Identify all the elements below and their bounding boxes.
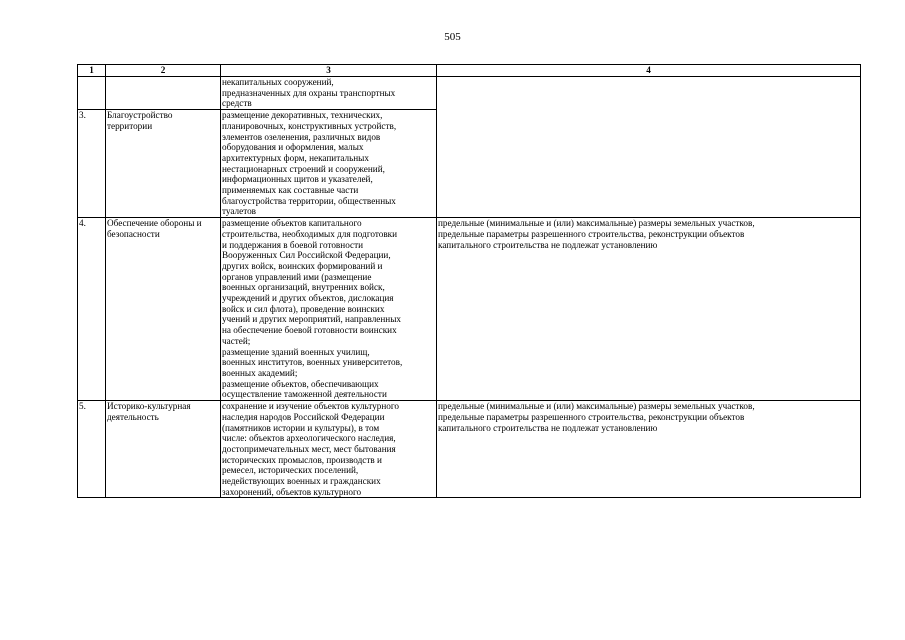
parameters <box>437 401 861 498</box>
text-line: наследия народов Российской Федерации <box>222 411 385 422</box>
text-line: Вооруженных Сил Российской Федерации, <box>222 250 391 261</box>
text-line: размещение объектов капитального <box>222 218 362 229</box>
text-line: средств <box>222 98 252 109</box>
land-use-table <box>77 64 861 498</box>
table-row <box>78 218 861 401</box>
text-line: на обеспечение боевой готовности воинских <box>222 325 397 336</box>
parameters <box>437 218 861 401</box>
text-line: учреждений и других объектов, дислокация <box>222 293 394 304</box>
text-line: предельные (минимальные и (или) максимальные) размеры земельных участков, <box>438 218 755 229</box>
text-line: строительства, необходимых для подготовки <box>222 228 398 239</box>
text-line: осуществление таможенной деятельности <box>222 389 387 400</box>
header-col-1: 1 <box>78 65 106 77</box>
text-line: органов управлений ими (размещение <box>222 271 372 282</box>
text-line: предельные параметры разрешенного строительства, реконструкции объектов <box>438 411 745 422</box>
text-line: нестационарных строений и сооружений, <box>222 163 385 174</box>
header-col-4: 4 <box>437 65 861 77</box>
text-line: туалетов <box>222 206 257 217</box>
text-line: учений и других мероприятий, направленных <box>222 314 401 325</box>
table-row <box>78 77 861 110</box>
text-line: ремесел, исторических поселений, <box>222 465 359 476</box>
text-line: применяемых как составные части <box>222 185 359 196</box>
header-col-3: 3 <box>221 65 437 77</box>
text-line: оборудования и оформления, малых <box>222 142 364 153</box>
text-line: Благоустройство <box>107 110 173 121</box>
text-line: сохранение и изучение объектов культурного <box>222 401 399 412</box>
text-line: Обеспечение обороны и <box>107 218 202 229</box>
text-line: информационных щитов и указателей, <box>222 174 373 185</box>
row-number: 3. <box>78 110 106 218</box>
text-line: достопримечательных мест, мест бытования <box>222 443 396 454</box>
text-line: частей; <box>222 335 251 346</box>
text-line: других войск, воинских формирований и <box>222 260 383 271</box>
use-type-description <box>221 401 437 498</box>
use-type-description <box>221 77 437 110</box>
text-line: размещение зданий военных училищ, <box>222 346 370 357</box>
use-type-name <box>106 110 221 218</box>
use-type-description <box>221 110 437 218</box>
header-row <box>78 65 861 77</box>
text-line: предельные (минимальные и (или) максимальные) размеры земельных участков, <box>438 401 755 412</box>
use-type-name <box>106 401 221 498</box>
text-line: военных институтов, военных университетов, <box>222 357 403 368</box>
use-type-name <box>106 77 221 110</box>
text-line: территории <box>107 120 153 131</box>
text-line: размещение объектов, обеспечивающих <box>222 378 379 389</box>
table-row <box>78 401 861 498</box>
header-col-2: 2 <box>106 65 221 77</box>
text-line: благоустройства территории, общественных <box>222 195 396 206</box>
text-line: некапитальных сооружений, <box>222 77 334 87</box>
text-line: капитального строительства не подлежат установлению <box>438 239 658 250</box>
text-line: элементов озеленения, различных видов <box>222 131 381 142</box>
text-line: деятельность <box>107 411 159 422</box>
text-line: недействующих военных и гражданских <box>222 476 381 487</box>
text-line: числе: объектов археологического наследия, <box>222 433 396 444</box>
text-line: предельные параметры разрешенного строительства, реконструкции объектов <box>438 228 745 239</box>
text-line: безопасности <box>107 228 160 239</box>
row-number: 4. <box>78 218 106 401</box>
text-line: планировочных, конструктивных устройств, <box>222 120 397 131</box>
text-line: войск и сил флота), проведение воинских <box>222 303 385 314</box>
text-line: (памятников истории и культуры), в том <box>222 422 380 433</box>
text-line: военных организаций, внутренних войск, <box>222 282 385 293</box>
use-type-name <box>106 218 221 401</box>
text-line: размещение декоративных, технических, <box>222 110 383 121</box>
text-line: архитектурных форм, некапитальных <box>222 152 369 163</box>
parameters <box>437 77 861 218</box>
text-line: военных академий; <box>222 367 298 378</box>
row-number: 5. <box>78 401 106 498</box>
use-type-description <box>221 218 437 401</box>
text-line: захоронений, объектов культурного <box>222 486 362 497</box>
text-line: и поддержания в боевой готовности <box>222 239 364 250</box>
text-line: капитального строительства не подлежат установлению <box>438 422 658 433</box>
text-line: Историко-культурная <box>107 401 191 412</box>
row-number <box>78 77 106 110</box>
page-number: 505 <box>444 31 461 43</box>
text-line: исторических промыслов, производств и <box>222 454 382 465</box>
text-line: предназначенных для охраны транспортных <box>222 87 396 98</box>
